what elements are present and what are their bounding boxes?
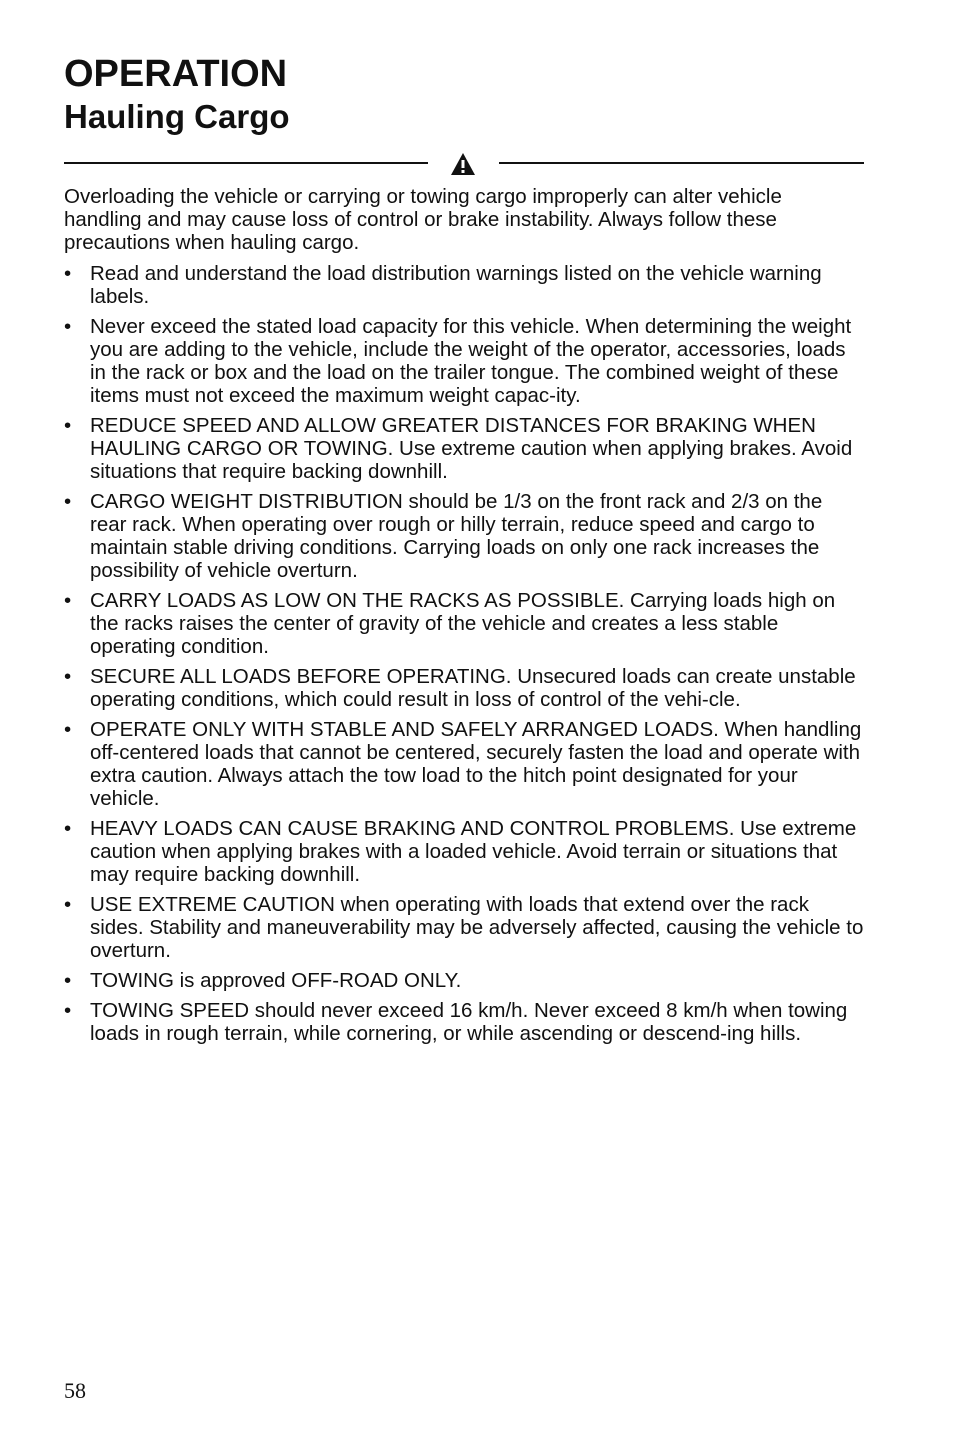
warning-content <box>64 185 864 1052</box>
bullet-icon: • <box>64 969 72 992</box>
bullet-icon: • <box>64 315 72 338</box>
warning-divider <box>64 150 864 178</box>
list-item-text: Never exceed the stated load capacity for this vehicle. When determining the weight you are adding to the vehicle, include the weight of the operator, accessories, loads in the rack or box and the load on the trailer tongue. The combined weight of these items must not exceed the maximum weight capac-ity. <box>90 315 852 407</box>
list-item <box>64 718 864 810</box>
list-item-text: HEAVY LOADS CAN CAUSE BRAKING AND CONTROL PROBLEMS. Use extreme caution when applying brakes with a loaded vehicle. Avoid terrain or situations that may require backing downhill. <box>90 817 857 886</box>
list-item <box>64 262 864 308</box>
bullet-icon: • <box>64 589 72 612</box>
list-item-text: TOWING SPEED should never exceed 16 km/h. Never exceed 8 km/h when towing loads in rough terrain, while cornering, or while ascending or descend-ing hills. <box>90 999 848 1045</box>
precautions-list <box>64 262 864 1045</box>
bullet-icon: • <box>64 718 72 741</box>
section-title: OPERATION <box>64 53 288 95</box>
list-item <box>64 969 864 992</box>
bullet-icon: • <box>64 817 72 840</box>
bullet-icon: • <box>64 665 72 688</box>
page-number: 58 <box>64 1378 86 1403</box>
subsection-title: Hauling Cargo <box>64 98 290 135</box>
divider-line-left <box>64 162 428 164</box>
list-item-text: SECURE ALL LOADS BEFORE OPERATING. Unsecured loads can create unstable operating conditions, which could result in loss of control of the vehi-cle. <box>90 665 856 711</box>
bullet-icon: • <box>64 999 72 1022</box>
list-item-text: USE EXTREME CAUTION when operating with loads that extend over the rack sides. Stability and maneuverability may be adversely affected, causing the vehicle to overturn. <box>90 893 864 962</box>
bullet-icon: • <box>64 414 72 437</box>
list-item <box>64 315 864 407</box>
bullet-icon: • <box>64 893 72 916</box>
list-item <box>64 817 864 886</box>
list-item-text: Read and understand the load distribution warnings listed on the vehicle warning labels. <box>90 262 822 308</box>
list-item <box>64 665 864 711</box>
list-item-text: OPERATE ONLY WITH STABLE AND SAFELY ARRANGED LOADS. When handling off-centered loads that cannot be centered, securely fasten the load and operate with extra caution. Always attach the tow load to the hitch point designated for your vehicle. <box>90 718 862 810</box>
list-item-text: CARGO WEIGHT DISTRIBUTION should be 1/3 on the front rack and 2/3 on the rear rack. When operating over rough or hilly terrain, reduce speed and cargo to maintain stable driving conditions. Carrying loads on only one rack increases the possibility of vehicle overturn. <box>90 490 823 582</box>
list-item <box>64 893 864 962</box>
bullet-icon: • <box>64 262 72 285</box>
list-item <box>64 999 864 1045</box>
list-item-text: TOWING is approved OFF-ROAD ONLY. <box>90 969 462 992</box>
list-item <box>64 589 864 658</box>
list-item <box>64 414 864 483</box>
list-item-text: REDUCE SPEED AND ALLOW GREATER DISTANCES FOR BRAKING WHEN HAULING CARGO OR TOWING. Use extreme caution when applying brakes. Avoid situations that require backing downhill. <box>90 414 853 483</box>
warning-intro: Overloading the vehicle or carrying or towing cargo improperly can alter vehicle handling and may cause loss of control or brake instability. Always follow these precautions when hauling cargo. <box>64 185 782 254</box>
warning-triangle-icon <box>450 152 476 176</box>
bullet-icon: • <box>64 490 72 513</box>
list-item <box>64 490 864 582</box>
divider-line-right <box>499 162 864 164</box>
list-item-text: CARRY LOADS AS LOW ON THE RACKS AS POSSIBLE. Carrying loads high on the racks raises the center of gravity of the vehicle and creates a less stable operating condition. <box>90 589 836 658</box>
